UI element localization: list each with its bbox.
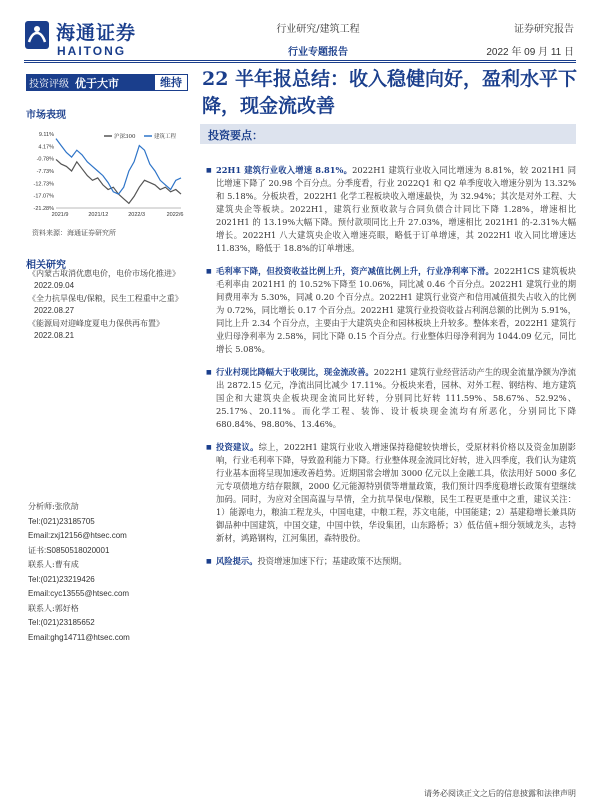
related-list	[28, 268, 188, 343]
analyst-tel: Tel:(021)23185705	[28, 516, 95, 526]
key-point-text: 投资增速加速下行；基建政策不达预期。	[257, 556, 407, 566]
contact-email[interactable]: Email:ghg14711@htsec.com	[28, 632, 130, 642]
y-tick-label: 9.11%	[38, 132, 54, 138]
key-point-lead: 毛利率下降，但投资收益比例上升，资产减值比例上升，行业净利率下滑。	[216, 266, 494, 276]
y-tick-label: 4.17%	[38, 144, 54, 151]
document-type: 证券研究报告	[514, 24, 574, 35]
contact-email[interactable]: Email:cyc13555@htsec.com	[28, 589, 130, 598]
legend-label: 沪深300	[114, 134, 136, 140]
header-divider	[24, 60, 576, 61]
contact-tel: Tel:(021)23219426	[28, 574, 95, 584]
report-title: 22 半年报总结：收入稳健向好，盈利水平下降，现金流改善	[202, 68, 578, 117]
list-item[interactable]	[28, 293, 188, 317]
market-chart-svg	[26, 126, 186, 226]
x-tick-label: 2021/12	[88, 212, 109, 218]
key-point-lead: 投资建议。	[216, 442, 259, 452]
investment-rating-bar	[26, 74, 188, 91]
haitong-emblem-icon	[24, 20, 50, 50]
key-point-text: 2022H1CS 建筑板块毛利率由 2021H1 的 10.52%下降至 10.06%，同比减 0.46 个百分点。2022H1 建筑行业的期间费用率为 5.30%，同减 0.20 个百分点。2022H1 建筑行业资产和信用减值损失占收入的比例为 0.72%，同比增长 0.17 个百分点。2022H1 建筑行业投资收益占利润总额的比例为 5.91%，同比上升 2.34 个百分点，主要由于大建筑央企和园林板块上升较多。整体来看，2022H1 建筑行业归母净利率为 2.58%，同比下降 0.15 个百分点。行业整体归母净利润为 1044.09 亿元，同比增长 5.08%。	[216, 266, 576, 354]
haitong-logo	[24, 18, 154, 66]
key-point-paragraph	[206, 164, 576, 255]
key-point-paragraph	[206, 555, 576, 568]
y-tick-label: -7.73%	[36, 169, 54, 175]
rating-action: 维持	[155, 75, 187, 90]
y-tick-label: -0.78%	[36, 156, 54, 163]
list-item[interactable]	[28, 318, 188, 342]
y-tick-label: -17.07%	[33, 193, 54, 200]
key-point-lead: 行业村现比降幅大于收现比，现金流改善。	[216, 367, 374, 377]
contact-tel: Tel:(021)23185652	[28, 618, 95, 627]
report-type: 行业专题报告	[288, 47, 348, 58]
key-points-header	[200, 124, 576, 144]
related-item-date: 2022.08.21	[34, 331, 75, 340]
contact-name: 联系人:曹有成	[28, 560, 79, 569]
logo-chinese: 海通证券	[56, 22, 137, 44]
key-point-text: 2022H1 建筑行业收入同比增速为 8.81%，较 2021H1 同比增速下降了 20.98 个百分点。分季度看，行业 2022Q1 和 Q2 单季度收入增速分别为 13.32%和 5.18%。分板块看，2022H1 化学工程板块收入增速最快，为 32.94%；其次是对外工程、大建筑央企等板块。2022H1，建筑行业预收款与合同负债合计同比下降 1.28%，增速相比 2021H1 的 13.19%大幅下降。预付款项同比上升 27.03%，增速相比 2021H1 的-2.31%大幅增长。2022H1 八大建筑央企收入增速亮眼，略低于订单增速，其 2022H1 收入同比增速达 11.83%，略低于 18.8%的订单增速。	[216, 165, 576, 253]
market-chart	[26, 126, 186, 226]
key-point-paragraph	[206, 441, 576, 545]
report-category: 行业研究/建筑工程	[276, 24, 360, 35]
key-points-body	[206, 164, 576, 578]
rating-label: 投资评级	[29, 79, 69, 90]
header-divider-secondary	[24, 62, 576, 63]
header-right	[486, 20, 574, 58]
y-tick-label: -12.73%	[33, 181, 54, 188]
key-point-text: 2022H1 建筑行业经营活动产生的现金流量净额为净流出 2872.15 亿元，净流出同比减少 17.11%。分板块来看，园林、对外工程、钢结构、地方建筑国企和大建筑央企板块现金流同比好转，分别同比好转 111.59%、58.67%、52.92%、25.17%、20.11%。而化学工程、装饰、设计板块现金流均有所恶化，分别同比下降 680.84%、98.80%、13.46%。	[216, 367, 576, 429]
contact-name: 联系人:郭好格	[28, 603, 79, 613]
analyst-name: 分析师:张欣劼	[28, 502, 79, 511]
x-tick-label: 2021/9	[51, 212, 69, 218]
key-point-paragraph	[206, 366, 576, 431]
related-item-title[interactable]: 《全力抗旱保电/保粮，民生工程重中之重》	[28, 294, 183, 303]
related-item-title[interactable]: 《能源局对迎峰度夏电力保供再布置》	[28, 319, 164, 328]
key-point-text: 综上，2022H1 建筑行业收入增速保持稳健较快增长，受原材料价格以及资金加剧影响，行业毛利率下降，导致盈利能力下降。行业整体现金流同比好转，进入四季度，我们认为建筑行业基本面将呈现加速改善趋势。近期国常会增加 3000 亿元以上金融工具，依法用好 5000 多亿元专项债地方结存限额，2000 亿元能源特别债等增量政策，我们预计四季度稳增长政策有望继续加码。同时，为应对全国高温与旱情，全力抗旱保电/保粮，民生工程更是重中之重，建议关注：1）能源电力，粮油工程龙头，中国电建，中粮工程，苏文电能，中国能建；2）基建稳增长兼具防御品种中国建筑，中国交建，中国中铁，华设集团，山东路桥；3）低估值+细分领域龙头，志特新材，鸿路钢构，江河集团，森特股份。	[216, 442, 576, 543]
key-point-paragraph	[206, 265, 576, 356]
analyst-email[interactable]: Email:zxj12156@htsec.com	[28, 531, 127, 540]
related-item-date: 2022.09.04	[34, 281, 75, 290]
legend-label: 建筑工程	[154, 134, 177, 140]
related-item-date: 2022.08.27	[34, 306, 75, 315]
related-section-title: 相关研究	[26, 260, 66, 271]
disclaimer-footer: 请务必阅读正文之后的信息披露和法律声明	[424, 789, 576, 798]
report-date: 2022 年 09 月 11 日	[486, 47, 574, 58]
rating-value: 优于大市	[75, 76, 119, 90]
x-tick-label: 2022/3	[128, 212, 146, 218]
analyst-contacts	[28, 500, 188, 645]
chart-source: 资料来源：海通证券研究所	[32, 229, 116, 237]
list-item[interactable]	[28, 268, 188, 292]
key-point-lead: 风险提示。	[216, 556, 258, 566]
related-item-title[interactable]: 《内蒙古取消优惠电价，电价市场化推进》	[28, 269, 180, 278]
market-section-title: 市场表现	[26, 110, 66, 121]
key-point-lead: 22H1 建筑行业收入增速 8.81%。	[216, 165, 353, 175]
logo-english: HAITONG	[57, 44, 127, 58]
y-tick-label: -21.28%	[33, 206, 54, 212]
header-center	[268, 20, 368, 58]
key-points-title: 投资要点：	[208, 129, 263, 142]
x-tick-label: 2022/6	[166, 212, 184, 218]
analyst-license: 证书:S0850518020001	[28, 545, 110, 555]
